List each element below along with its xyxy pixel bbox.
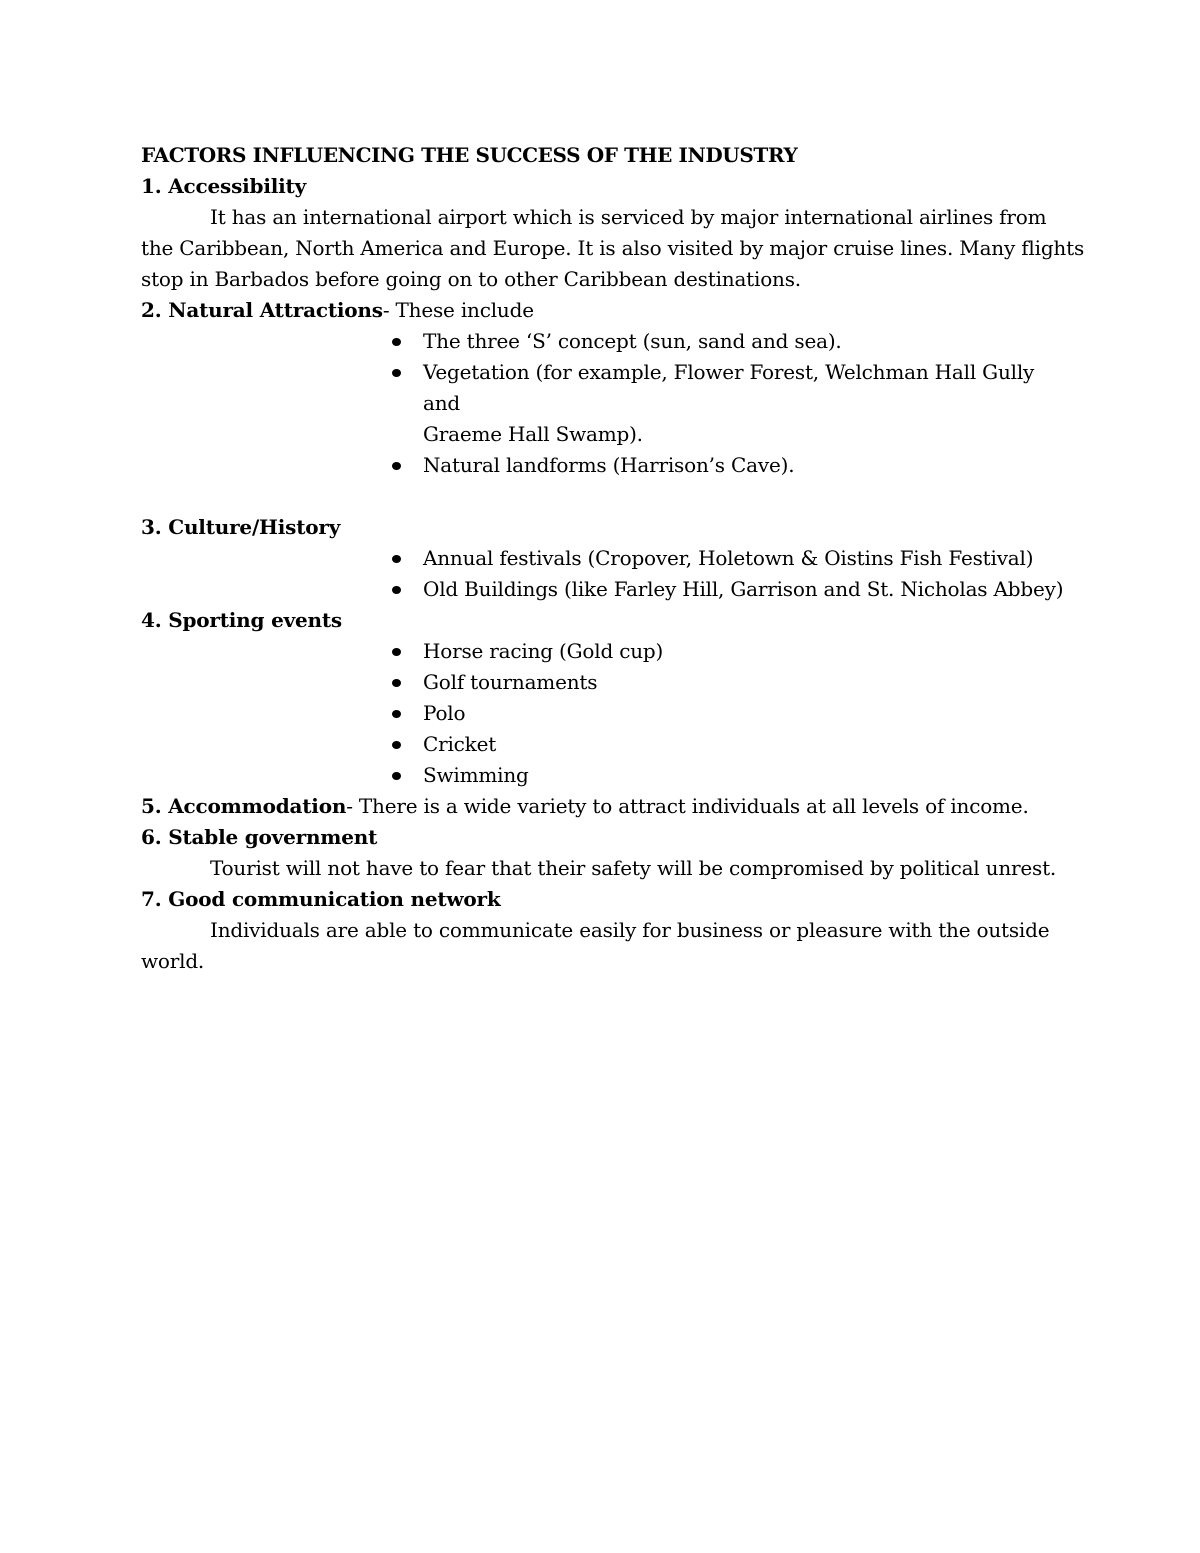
section-heading-stable-government: 6. Stable government: [141, 825, 378, 849]
list-item-text: Annual festivals (Cropover, Holetown & Oistins Fish Festival): [423, 546, 1034, 570]
bullet-icon: [392, 772, 401, 780]
section-heading-accessibility: 1. Accessibility: [141, 174, 306, 198]
list-item-text: Horse racing (Gold cup): [423, 639, 664, 663]
list-item: [423, 698, 1071, 729]
list-item: [423, 667, 1071, 698]
list-item: [423, 636, 1071, 667]
paragraph-line: stop in Barbados before going on to other Caribbean destinations.: [141, 267, 801, 291]
bullet-icon: [392, 741, 401, 749]
list-item-text: Polo: [423, 701, 466, 725]
list-item-text: Cricket: [423, 732, 497, 756]
list-item: [423, 574, 1071, 605]
section-paragraph-stable-government: [141, 853, 1071, 884]
section-heading-accommodation: [141, 791, 1071, 822]
section-heading-natural-attractions: [141, 295, 1071, 326]
heading-text: 2. Natural Attractions: [141, 298, 383, 322]
list-item-text: Golf tournaments: [423, 670, 598, 694]
list-item-text-continued: Graeme Hall Swamp).: [423, 422, 643, 446]
section-paragraph-communication-network: [141, 915, 1071, 977]
heading-description: - There is a wide variety to attract individuals at all levels of income.: [346, 794, 1029, 818]
list-item: [423, 543, 1071, 574]
list-item-text: Natural landforms (Harrison’s Cave).: [423, 453, 795, 477]
section-heading-communication-network: 7. Good communication network: [141, 887, 501, 911]
bullet-list-natural-attractions: [141, 326, 1071, 481]
bullet-list-culture-history: [141, 543, 1071, 605]
paragraph-line: world.: [141, 949, 205, 973]
bullet-icon: [392, 679, 401, 687]
list-item: [423, 760, 1071, 791]
section-heading-sporting-events: 4. Sporting events: [141, 608, 342, 632]
list-item: [423, 326, 1071, 357]
heading-text: 5. Accommodation: [141, 794, 347, 818]
heading-description: - These include: [382, 298, 534, 322]
document-title: FACTORS INFLUENCING THE SUCCESS OF THE INDUSTRY: [141, 143, 798, 167]
bullet-icon: [392, 555, 401, 563]
paragraph-line: Tourist will not have to fear that their safety will be compromised by political unrest.: [210, 856, 1057, 880]
bullet-icon: [392, 462, 401, 470]
list-item-text: Vegetation (for example, Flower Forest, Welchman Hall Gully and: [423, 360, 1035, 415]
paragraph-line: the Caribbean, North America and Europe. It is also visited by major cruise lines. Many flights: [141, 236, 1085, 260]
list-item-text: Old Buildings (like Farley Hill, Garrison and St. Nicholas Abbey): [423, 577, 1064, 601]
list-item: [423, 450, 1071, 481]
section-paragraph-accessibility: [141, 202, 1085, 295]
bullet-icon: [392, 369, 401, 377]
document-page: [141, 140, 1085, 977]
list-item-text: Swimming: [423, 763, 529, 787]
paragraph-line: It has an international airport which is serviced by major international airlines from: [210, 205, 1047, 229]
section-heading-culture-history: 3. Culture/History: [141, 515, 341, 539]
bullet-icon: [392, 586, 401, 594]
list-item: [423, 357, 1071, 450]
bullet-icon: [392, 710, 401, 718]
list-item: [423, 729, 1071, 760]
list-item-text: The three ‘S’ concept (sun, sand and sea).: [423, 329, 842, 353]
blank-line: [141, 481, 1071, 512]
bullet-list-sporting-events: [141, 636, 1071, 791]
bullet-icon: [392, 338, 401, 346]
paragraph-line: Individuals are able to communicate easily for business or pleasure with the outside: [210, 918, 1050, 942]
bullet-icon: [392, 648, 401, 656]
